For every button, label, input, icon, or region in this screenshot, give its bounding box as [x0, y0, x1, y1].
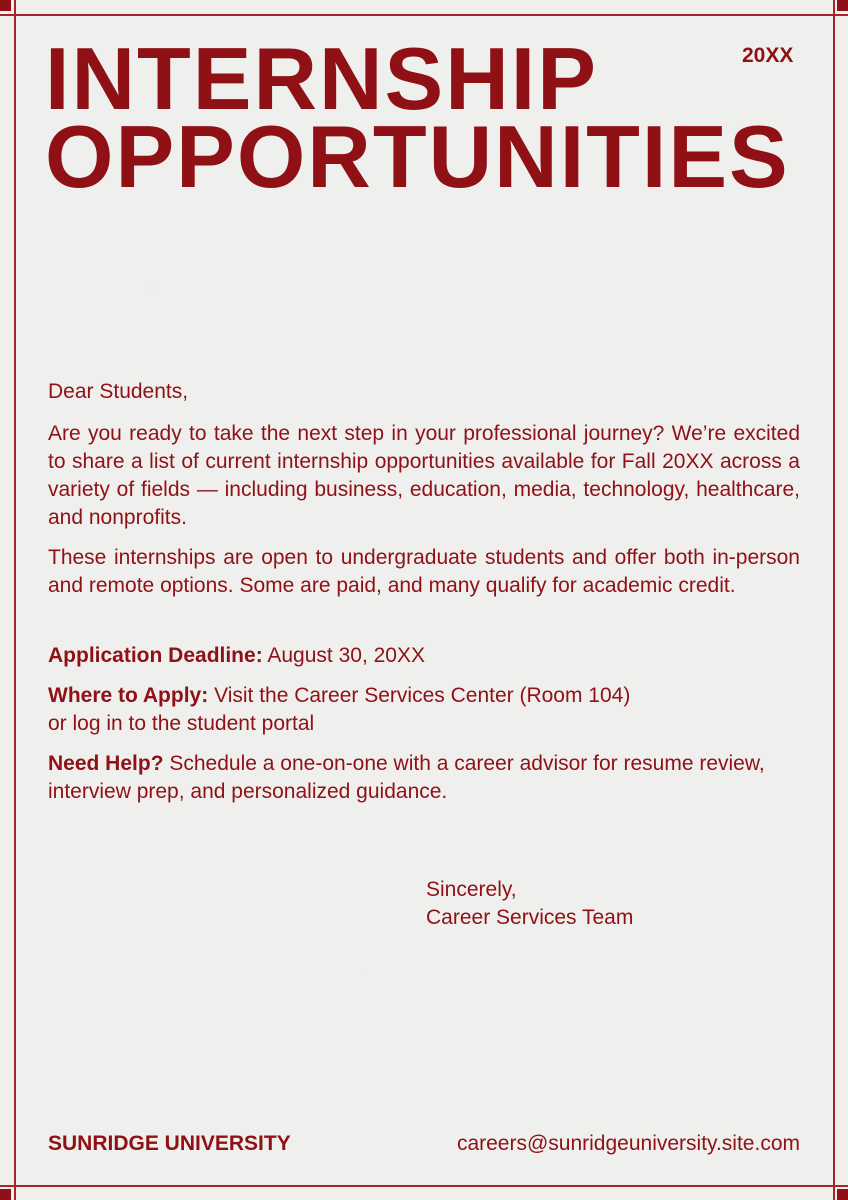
- page-title: [45, 29, 805, 206]
- where-to-apply-value-line-1: Visit the Career Services Center (Room 104): [214, 684, 631, 707]
- bottom-left-corner-block: [0, 1189, 11, 1200]
- university-name: SUNRIDGE UNIVERSITY: [48, 1132, 291, 1155]
- top-left-corner-block: [0, 0, 11, 11]
- need-help-label: Need Help?: [48, 752, 164, 775]
- right-border-line: [833, 0, 835, 1200]
- where-to-apply-value-line-2: or log in to the student portal: [48, 712, 315, 735]
- contact-email: careers@sunridgeuniversity.site.com: [456, 1132, 800, 1155]
- top-right-corner-block: [837, 0, 848, 11]
- application-deadline-value: August 30, 20XX: [267, 644, 425, 667]
- closing-line: Sincerely,: [426, 878, 517, 901]
- where-to-apply-first-line: [48, 682, 800, 710]
- need-help-value: Schedule a one-on-one with a career advisor for resume review, interview prep, and personalized guidance.: [48, 752, 765, 803]
- signature-line: Career Services Team: [426, 906, 634, 929]
- eligibility-paragraph: These internships are open to undergraduate students and offer both in-person and remote options. Some are paid, and many qualify for academic credit.: [48, 546, 800, 597]
- where-to-apply: [48, 682, 800, 738]
- where-to-apply-label: Where to Apply:: [48, 684, 209, 707]
- title-line-internship: INTERNSHIP: [45, 29, 598, 128]
- greeting: Dear Students,: [48, 380, 189, 403]
- left-border-line: [14, 0, 16, 1200]
- letter-content: [48, 378, 800, 818]
- need-help: [48, 750, 800, 806]
- application-deadline-label: Application Deadline:: [48, 644, 263, 667]
- signature-block: [426, 876, 726, 932]
- application-deadline: [48, 642, 800, 670]
- intro-paragraph: Are you ready to take the next step in your professional journey? We’re excited to share a list of current internship opportunities available for Fall 20XX across a variety of fields — including business, education, media, technology, healthcare, and nonprofits.: [48, 422, 800, 529]
- top-border-line: [0, 14, 848, 16]
- bottom-border-line: [0, 1185, 848, 1187]
- year-label: 20XX: [742, 44, 794, 67]
- bottom-right-corner-block: [837, 1189, 848, 1200]
- title-line-opportunities: OPPORTUNITIES: [45, 107, 790, 206]
